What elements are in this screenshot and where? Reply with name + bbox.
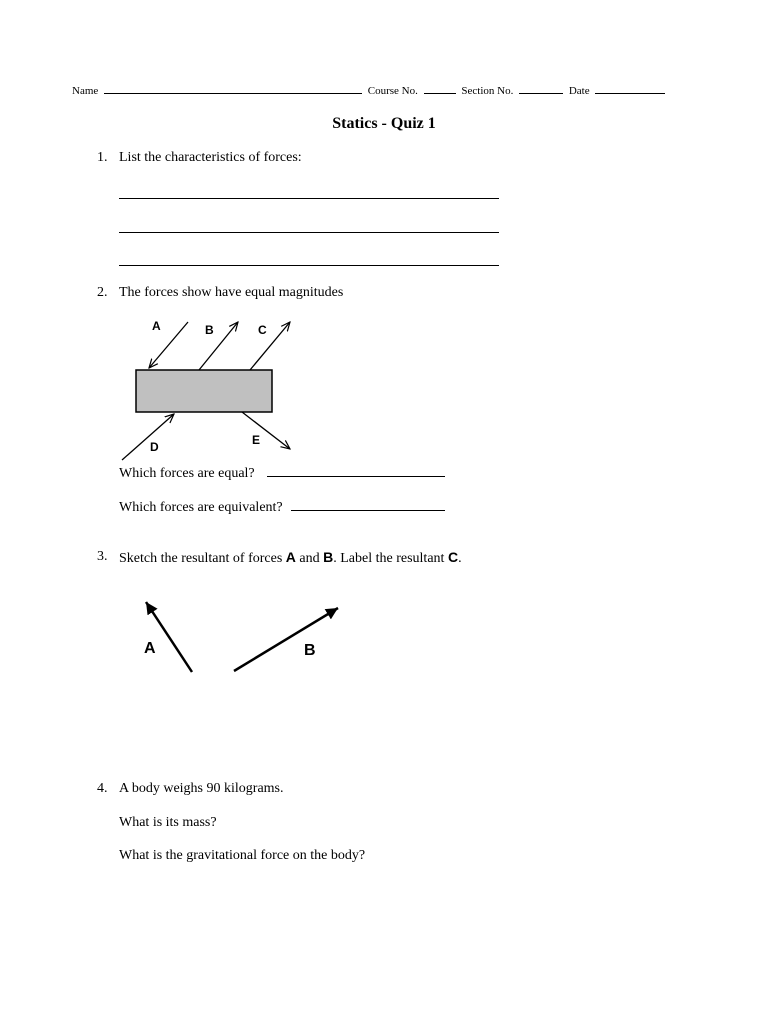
q3-text bbox=[119, 549, 462, 567]
q4-force-question: What is the gravitational force on the body? bbox=[119, 848, 366, 863]
q1-text: List the characteristics of forces: bbox=[119, 150, 302, 165]
q1-number: 1. bbox=[97, 150, 108, 165]
force-arrow-a bbox=[146, 602, 192, 672]
q3-text-part: . Label the resultant bbox=[333, 551, 448, 566]
q1-answer-line[interactable] bbox=[119, 265, 499, 266]
equal-question-text: Which forces are equal? bbox=[119, 466, 255, 481]
force-arrow-c bbox=[250, 322, 290, 370]
q3-text-part: . bbox=[458, 551, 462, 566]
q3-text-part: and bbox=[295, 551, 324, 566]
q3-number: 3. bbox=[97, 549, 108, 564]
force-arrow-b bbox=[234, 608, 338, 671]
equivalent-question-text: Which forces are equivalent? bbox=[119, 500, 283, 515]
label-a: A bbox=[152, 319, 161, 333]
label-c: C bbox=[258, 323, 267, 337]
q2-text: The forces show have equal magnitudes bbox=[119, 285, 344, 300]
q3-label-c: C bbox=[447, 549, 459, 565]
section-label: Section No. bbox=[461, 85, 514, 97]
name-field[interactable] bbox=[104, 82, 362, 94]
course-label: Course No. bbox=[367, 85, 418, 97]
course-field[interactable] bbox=[424, 82, 456, 94]
equal-answer-line[interactable] bbox=[267, 464, 445, 477]
name-label: Name bbox=[72, 85, 99, 97]
q1-answer-line[interactable] bbox=[119, 198, 499, 199]
q2-equivalent-question bbox=[119, 498, 445, 516]
force-arrow-d bbox=[122, 414, 174, 460]
section-field[interactable] bbox=[519, 82, 563, 94]
forces-diagram bbox=[112, 312, 312, 462]
force-arrow-e bbox=[242, 412, 290, 449]
label-b: B bbox=[205, 323, 214, 337]
label-b: B bbox=[304, 642, 316, 659]
q2-equal-question bbox=[119, 464, 445, 482]
q1-answer-line[interactable] bbox=[119, 232, 499, 233]
resultant-diagram bbox=[124, 592, 350, 682]
date-label: Date bbox=[568, 85, 590, 97]
q4-number: 4. bbox=[97, 781, 108, 796]
header-fields bbox=[72, 82, 668, 97]
q2-number: 2. bbox=[97, 285, 108, 300]
label-d: D bbox=[150, 440, 159, 454]
page-title: Statics - Quiz 1 bbox=[332, 115, 436, 132]
label-e: E bbox=[252, 433, 261, 447]
date-field[interactable] bbox=[595, 82, 665, 94]
q4-text: A body weighs 90 kilograms. bbox=[119, 781, 284, 796]
equivalent-answer-line[interactable] bbox=[291, 498, 445, 511]
body-rectangle bbox=[136, 370, 272, 412]
label-a: A bbox=[144, 640, 156, 657]
q3-text-part: Sketch the resultant of forces bbox=[119, 551, 286, 566]
q3-label-a: A bbox=[285, 549, 296, 565]
q3-label-b: B bbox=[323, 549, 334, 565]
q4-mass-question: What is its mass? bbox=[119, 815, 217, 830]
